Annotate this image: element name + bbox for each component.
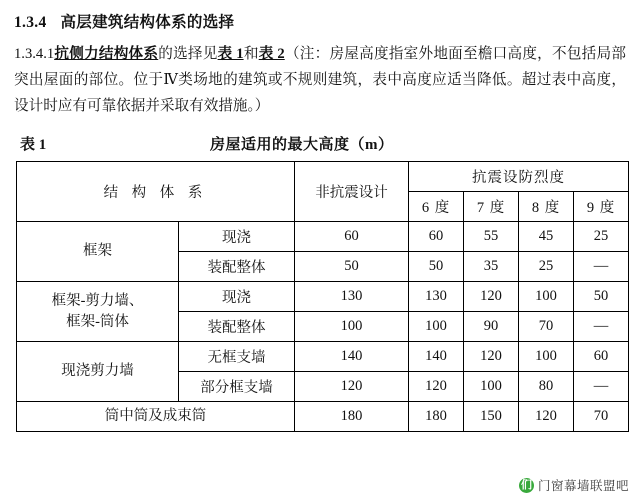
section-heading <box>14 10 626 32</box>
cell-degree-8: 25 <box>519 252 574 282</box>
table2-reference: 表 2 <box>258 46 285 62</box>
paragraph-middle: 的选择见 <box>158 46 218 62</box>
row-label-tube-in-tube: 筒中筒及成束筒 <box>17 402 295 432</box>
watermark-text: 门窗幕墙联盟吧 <box>537 479 629 493</box>
table-row <box>17 222 629 252</box>
cell-degree-6: 60 <box>409 222 464 252</box>
cell-degree-9: — <box>574 372 629 402</box>
table1-reference: 表 1 <box>217 46 244 62</box>
table-label: 表 1 <box>20 137 47 153</box>
cell-non-seismic: 140 <box>295 342 409 372</box>
cell-degree-6: 180 <box>409 402 464 432</box>
cell-degree-6: 140 <box>409 342 464 372</box>
table-row <box>17 282 629 312</box>
row-label-cast-shearwall: 现浇剪力墙 <box>17 342 179 402</box>
row-label-line-1: 框架-剪力墙、 <box>51 292 144 309</box>
cell-degree-9: 50 <box>574 282 629 312</box>
cell-non-seismic: 130 <box>295 282 409 312</box>
row-subtype: 装配整体 <box>179 312 295 342</box>
cell-non-seismic: 60 <box>295 222 409 252</box>
header-degree-6: 6 度 <box>409 192 464 222</box>
paragraph-underlined-term: 抗侧力结构体系 <box>54 46 159 62</box>
cell-degree-8: 70 <box>519 312 574 342</box>
cell-degree-8: 45 <box>519 222 574 252</box>
cell-degree-7: 35 <box>464 252 519 282</box>
row-label-frame-shearwall <box>17 282 179 342</box>
cell-degree-8: 120 <box>519 402 574 432</box>
row-subtype: 装配整体 <box>179 252 295 282</box>
table-header-row-1 <box>17 162 629 192</box>
cell-degree-6: 100 <box>409 312 464 342</box>
section-number: 1.3.4 <box>14 14 47 31</box>
table-caption <box>14 133 626 155</box>
cell-degree-9: 70 <box>574 402 629 432</box>
header-seismic-group: 抗震设防烈度 <box>409 162 629 192</box>
cell-degree-8: 80 <box>519 372 574 402</box>
cell-degree-7: 120 <box>464 342 519 372</box>
cell-degree-6: 130 <box>409 282 464 312</box>
paragraph-rest: （注：房屋高度指室外地面至檐口高度，不包括局部突出屋面的部位。位于Ⅳ类场地的建筑或不规则建筑，表中高度应适当降低。超过表中高度，设计时应有可靠依据并采取有效措施。） <box>14 46 626 114</box>
section-title: 高层建筑结构体系的选择 <box>60 14 235 31</box>
cell-degree-9: 60 <box>574 342 629 372</box>
row-subtype: 现浇 <box>179 282 295 312</box>
table-row <box>17 402 629 432</box>
cell-degree-7: 100 <box>464 372 519 402</box>
header-structure-system: 结 构 体 系 <box>17 162 295 222</box>
header-degree-9: 9 度 <box>574 192 629 222</box>
cell-degree-9: — <box>574 312 629 342</box>
header-non-seismic: 非抗震设计 <box>295 162 409 222</box>
row-label-frame: 框架 <box>17 222 179 282</box>
row-subtype: 部分框支墙 <box>179 372 295 402</box>
cell-degree-7: 55 <box>464 222 519 252</box>
cell-non-seismic: 50 <box>295 252 409 282</box>
header-degree-7: 7 度 <box>464 192 519 222</box>
cell-non-seismic: 100 <box>295 312 409 342</box>
cell-degree-7: 90 <box>464 312 519 342</box>
cell-degree-6: 50 <box>409 252 464 282</box>
paragraph-conjunction: 和 <box>243 46 259 62</box>
cell-degree-6: 120 <box>409 372 464 402</box>
row-subtype: 无框支墙 <box>179 342 295 372</box>
max-height-table <box>16 161 629 432</box>
cell-degree-8: 100 <box>519 282 574 312</box>
row-subtype: 现浇 <box>179 222 295 252</box>
row-label-line-2: 框架-筒体 <box>66 313 129 330</box>
table-title: 房屋适用的最大高度（m） <box>210 137 394 153</box>
cell-non-seismic: 120 <box>295 372 409 402</box>
watermark <box>516 475 632 495</box>
cell-non-seismic: 180 <box>295 402 409 432</box>
cell-degree-9: 25 <box>574 222 629 252</box>
cell-degree-7: 150 <box>464 402 519 432</box>
header-degree-8: 8 度 <box>519 192 574 222</box>
table-row <box>17 342 629 372</box>
body-paragraph <box>14 41 626 119</box>
watermark-logo-icon: 们 <box>520 478 532 491</box>
cell-degree-9: — <box>574 252 629 282</box>
cell-degree-7: 120 <box>464 282 519 312</box>
paragraph-number: 1.3.4.1 <box>14 46 55 62</box>
cell-degree-8: 100 <box>519 342 574 372</box>
